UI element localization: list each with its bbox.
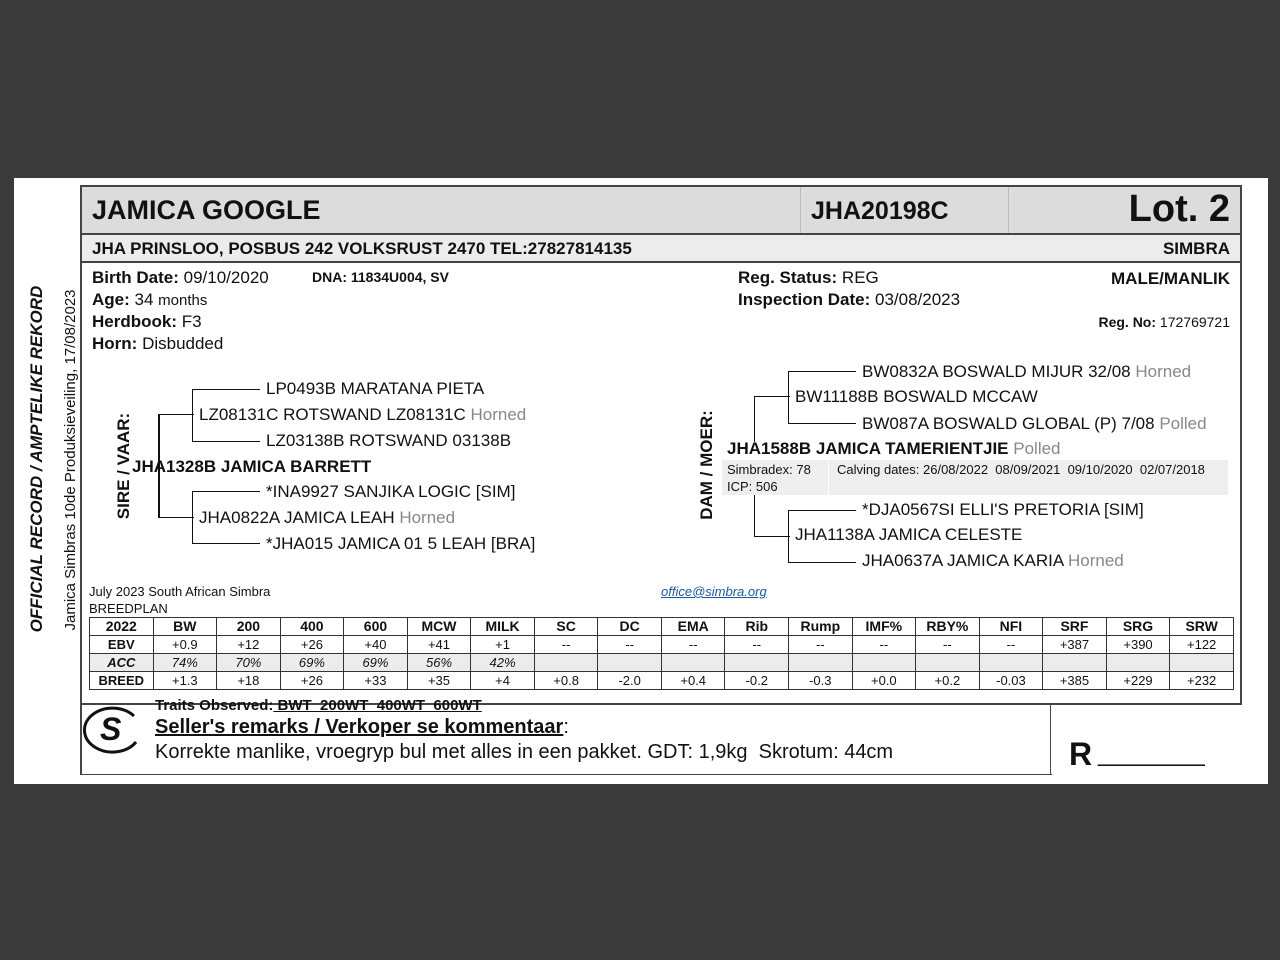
ebv-cell: SRF xyxy=(1043,618,1107,636)
sale-card xyxy=(14,178,1268,784)
ebv-cell: -- xyxy=(852,636,916,654)
ebv-cell: +1.3 xyxy=(153,672,217,690)
seller-remarks-title: Seller's remarks / Verkoper se kommentaar: xyxy=(155,716,569,738)
sire-dam-sire: *INA9927 SANJIKA LOGIC [SIM] xyxy=(266,482,516,501)
sire-name: JHA1328B JAMICA BARRETT xyxy=(132,457,372,476)
sire-sire-row: LZ08131C ROTSWAND LZ08131C Horned xyxy=(199,405,527,424)
animal-reg-code: JHA20198C xyxy=(811,197,949,225)
ebv-cell xyxy=(789,654,853,672)
breed-label: SIMBRA xyxy=(1162,239,1230,258)
ebv-cell: +0.8 xyxy=(534,672,598,690)
ebv-cell: -0.2 xyxy=(725,672,789,690)
ebv-cell xyxy=(979,654,1043,672)
dam-sire: BW11188B BOSWALD MCCAW xyxy=(795,387,1038,406)
sire-dam-dam: *JHA015 JAMICA 01 5 LEAH [BRA] xyxy=(266,534,536,553)
ebv-cell: ACC xyxy=(90,654,154,672)
reg-no-row: Reg. No: 172769721 xyxy=(1098,314,1230,330)
breedplan-line1: July 2023 South African Simbra xyxy=(89,584,271,599)
dam-dam: JHA1138A JAMICA CELESTE xyxy=(795,525,1023,544)
icp: ICP: 506 xyxy=(727,479,778,494)
price-blank[interactable]: ________ xyxy=(1098,740,1205,767)
ebv-cell: +26 xyxy=(280,636,344,654)
ebv-cell: Rump xyxy=(789,618,853,636)
ebv-cell xyxy=(852,654,916,672)
ebv-cell xyxy=(916,654,980,672)
ebv-cell: +387 xyxy=(1043,636,1107,654)
traits-row: Traits Observed: BWT 200WT 400WT 600WT xyxy=(155,697,482,714)
ebv-cell: IMF% xyxy=(852,618,916,636)
animal-name: JAMICA GOOGLE xyxy=(92,195,321,225)
ebv-cell: +1 xyxy=(471,636,535,654)
ebv-cell: RBY% xyxy=(916,618,980,636)
dam-sire-sire-row: BW0832A BOSWALD MIJUR 32/08 Horned xyxy=(862,362,1192,381)
ebv-cell: -- xyxy=(979,636,1043,654)
ebv-cell: +122 xyxy=(1170,636,1234,654)
calving-dates: Calving dates: 26/08/2022 08/09/2021 09/10/2020 02/07/2018 xyxy=(837,462,1205,477)
ebv-row-ebv xyxy=(90,636,1234,654)
ebv-header-row xyxy=(90,618,1234,636)
ebv-cell: -0.03 xyxy=(979,672,1043,690)
sire-sire-sire: LP0493B MARATANA PIETA xyxy=(266,379,485,398)
seller-remarks-text: Korrekte manlike, vroegryp bul met alles in een pakket. GDT: 1,9kg Skrotum: 44cm xyxy=(155,741,894,763)
sire-label: SIRE / VAAR: xyxy=(114,412,133,520)
ebv-cell xyxy=(598,654,662,672)
age-row: Age: 34 months xyxy=(92,290,208,309)
ebv-cell: MILK xyxy=(471,618,535,636)
ebv-cell: +4 xyxy=(471,672,535,690)
ebv-cell: +35 xyxy=(407,672,471,690)
ebv-cell xyxy=(661,654,725,672)
sale-name-label: Jamica Simbras 10de Produksieveiling, 17/08/2023 xyxy=(62,289,79,631)
ebv-cell: BW xyxy=(153,618,217,636)
ebv-cell: +0.2 xyxy=(916,672,980,690)
logo-letter: S xyxy=(100,711,122,747)
ebv-cell: SC xyxy=(534,618,598,636)
ebv-cell: -- xyxy=(916,636,980,654)
ebv-cell: 56% xyxy=(407,654,471,672)
ebv-table xyxy=(89,617,1234,690)
inspection-row: Inspection Date: 03/08/2023 xyxy=(738,290,961,309)
ebv-cell: +0.4 xyxy=(661,672,725,690)
age-value: 34 xyxy=(134,290,154,309)
herdbook-row: Herdbook: F3 xyxy=(92,312,202,331)
ebv-cell: MCW xyxy=(407,618,471,636)
dam-sire-dam-row: BW087A BOSWALD GLOBAL (P) 7/08 Polled xyxy=(862,414,1207,433)
ebv-cell: +18 xyxy=(217,672,281,690)
sire-dam: JHA0822A JAMICA LEAH xyxy=(199,508,395,527)
ebv-cell: Rib xyxy=(725,618,789,636)
birth-date-row: Birth Date: 09/10/2020 xyxy=(92,268,269,287)
ebv-cell: -- xyxy=(534,636,598,654)
ebv-cell xyxy=(1043,654,1107,672)
price-symbol: R xyxy=(1069,736,1093,772)
ebv-cell: +26 xyxy=(280,672,344,690)
ebv-cell: +33 xyxy=(344,672,408,690)
sire-sire: LZ08131C ROTSWAND LZ08131C xyxy=(199,405,466,424)
ebv-cell: 69% xyxy=(344,654,408,672)
ebv-cell xyxy=(1106,654,1170,672)
ebv-cell: -- xyxy=(661,636,725,654)
sex-label: MALE/MANLIK xyxy=(1111,269,1230,288)
dna-info: DNA: 11834U004, SV xyxy=(312,269,449,285)
ebv-cell: BREED xyxy=(90,672,154,690)
lot-number: Lot. 2 xyxy=(1128,188,1230,230)
ebv-cell xyxy=(725,654,789,672)
ebv-cell: 600 xyxy=(344,618,408,636)
ebv-cell: +0.9 xyxy=(153,636,217,654)
ebv-cell: EBV xyxy=(90,636,154,654)
breedplan-line2: BREEDPLAN xyxy=(89,601,168,616)
ebv-cell: DC xyxy=(598,618,662,636)
ebv-cell: 200 xyxy=(217,618,281,636)
breeder-line: JHA PRINSLOO, POSBUS 242 VOLKSRUST 2470 TEL:27827814135 xyxy=(92,239,632,258)
ebv-cell: 42% xyxy=(471,654,535,672)
email-link[interactable]: office@simbra.org xyxy=(661,584,767,599)
ebv-cell: -- xyxy=(725,636,789,654)
official-record-label: OFFICIAL RECORD / AMPTELIKE REKORD xyxy=(27,285,46,633)
ebv-cell: 2022 xyxy=(90,618,154,636)
dam-dam-dam-row: JHA0637A JAMICA KARIA Horned xyxy=(862,551,1124,570)
ebv-cell: NFI xyxy=(979,618,1043,636)
ebv-cell: 74% xyxy=(153,654,217,672)
sire-dam-row: JHA0822A JAMICA LEAH Horned xyxy=(199,508,456,527)
ebv-cell: 400 xyxy=(280,618,344,636)
ebv-cell: SRG xyxy=(1106,618,1170,636)
ebv-cell: 70% xyxy=(217,654,281,672)
ebv-cell: -2.0 xyxy=(598,672,662,690)
ebv-cell xyxy=(534,654,598,672)
birth-date: 09/10/2020 xyxy=(183,268,269,287)
dam-name-row: JHA1588B JAMICA TAMERIENTJIE Polled xyxy=(727,439,1061,458)
ebv-cell: +41 xyxy=(407,636,471,654)
ebv-cell: +390 xyxy=(1106,636,1170,654)
ebv-cell: -- xyxy=(789,636,853,654)
ebv-cell: +40 xyxy=(344,636,408,654)
ebv-cell: EMA xyxy=(661,618,725,636)
ebv-cell: +229 xyxy=(1106,672,1170,690)
simbradex: Simbradex: 78 xyxy=(727,462,811,477)
ebv-cell: +385 xyxy=(1043,672,1107,690)
ebv-cell: +12 xyxy=(217,636,281,654)
ebv-cell: 69% xyxy=(280,654,344,672)
reg-status-row: Reg. Status: REG xyxy=(738,268,879,287)
traits-list: BWT 200WT 400WT 600WT xyxy=(273,697,482,714)
ebv-cell: +232 xyxy=(1170,672,1234,690)
ebv-row-acc xyxy=(90,654,1234,672)
ebv-cell: -- xyxy=(598,636,662,654)
dam-dam-sire: *DJA0567SI ELLI'S PRETORIA [SIM] xyxy=(862,500,1144,519)
sire-sire-dam: LZ03138B ROTSWAND 03138B xyxy=(266,431,512,450)
dam-name: JHA1588B JAMICA TAMERIENTJIE xyxy=(727,439,1009,458)
ebv-cell: +0.0 xyxy=(852,672,916,690)
logo-mark xyxy=(82,704,144,760)
ebv-cell: -0.3 xyxy=(789,672,853,690)
ebv-cell: SRW xyxy=(1170,618,1234,636)
ebv-cell xyxy=(1170,654,1234,672)
ebv-row-breed xyxy=(90,672,1234,690)
dam-label: DAM / MOER: xyxy=(697,410,716,520)
horn-row: Horn: Disbudded xyxy=(92,334,224,353)
